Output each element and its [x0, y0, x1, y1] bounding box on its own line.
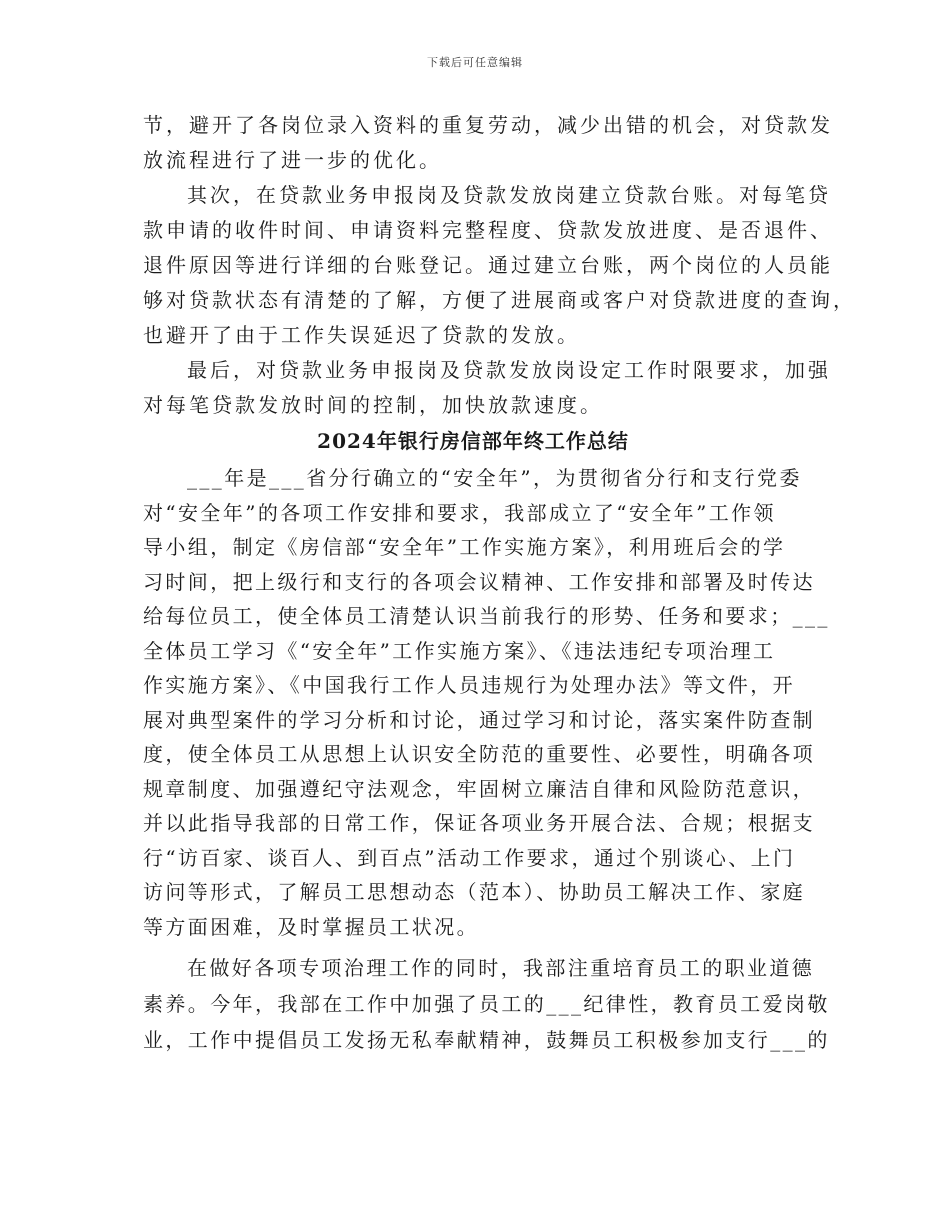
paragraph-line: 款申请的收件时间、申请资料完整程度、贷款发放进度、是否退件、 [143, 218, 833, 242]
paragraph-line: 节，避开了各岗位录入资料的重复劳动，减少出错的机会，对贷款发 [143, 113, 833, 137]
paragraph-line: 对每笔贷款发放时间的控制，加快放款速度。 [143, 393, 603, 417]
paragraph-line: ___年是___省分行确立的“安全年”，为贯彻省分行和支行党委 [187, 466, 802, 490]
paragraph-line: 展对典型案件的学习分析和讨论，通过学习和讨论，落实案件防查制 [143, 707, 815, 732]
paragraph-line: 退件原因等进行详细的台账登记。通过建立台账，两个岗位的人员能 [143, 253, 833, 277]
paragraph-line: 给每位员工，使全体员工清楚认识当前我行的形势、任务和要求；___ [143, 604, 830, 628]
paragraph-line: 并以此指导我部的日常工作，保证各项业务开展合法、合规；根据支 [143, 811, 815, 835]
section-ethics [143, 950, 830, 1058]
paragraph-line: 其次，在贷款业务申报岗及贷款发放岗建立贷款台账。对每笔贷 [187, 183, 831, 207]
paragraph-line: 规章制度、加强遵纪守法观念，牢固树立廉洁自律和风险防范意识， [143, 776, 815, 801]
header-note: 下载后可任意编辑 [427, 56, 523, 69]
section-title: 2024年银行房信部年终工作总结 [317, 429, 629, 453]
paragraph-line: 等方面困难，及时掌握员工状况。 [143, 914, 479, 939]
paragraph-line: 最后，对贷款业务申报岗及贷款发放岗设定工作时限要求，加强 [187, 358, 831, 382]
paragraph-line: 作实施方案》、《中国我行工作人员违规行为处理办法》等文件，开 [143, 673, 795, 697]
section-summary [143, 461, 830, 944]
paragraph-line: 在做好各项专项治理工作的同时，我部注重培育员工的职业道德 [187, 956, 815, 980]
paragraph-line: 行“访百家、谈百人、到百点”活动工作要求，通过个别谈心、上门 [143, 845, 796, 870]
paragraph-line: 够对贷款状态有清楚的了解，方便了进展商或客户对贷款进度的查询， [143, 288, 856, 312]
paragraph-line: 全体员工学习《“安全年”工作实施方案》、《违法违纪专项治理工 [143, 638, 776, 663]
paragraph-line: 导小组，制定《房信部“安全年”工作实施方案》，利用班后会的学 [143, 535, 786, 559]
paragraph-line: 业，工作中提倡员工发扬无私奉献精神，鼓舞员工积极参加支行___的 [143, 1028, 830, 1052]
paragraph-line: 对“安全年”的各项工作安排和要求，我部成立了“安全年”工作领 [143, 500, 776, 525]
paragraph-line: 也避开了由于工作失误延迟了贷款的发放。 [143, 323, 580, 347]
document-body [143, 108, 856, 1058]
paragraph-line: 习时间，把上级行和支行的各项会议精神、工作安排和部署及时传达 [143, 569, 815, 594]
paragraph-line: 访问等形式，了解员工思想动态（范本）、协助员工解决工作、家庭 [143, 880, 805, 904]
paragraph-line: 素养。今年，我部在工作中加强了员工的___纪律性，教育员工爱岗敬 [143, 992, 830, 1016]
paragraph-line: 放流程进行了进一步的优化。 [143, 148, 442, 172]
paragraph-line: 度，使全体员工从思想上认识安全防范的重要性、必要性，明确各项 [143, 742, 815, 766]
section-loan-process [143, 108, 856, 423]
